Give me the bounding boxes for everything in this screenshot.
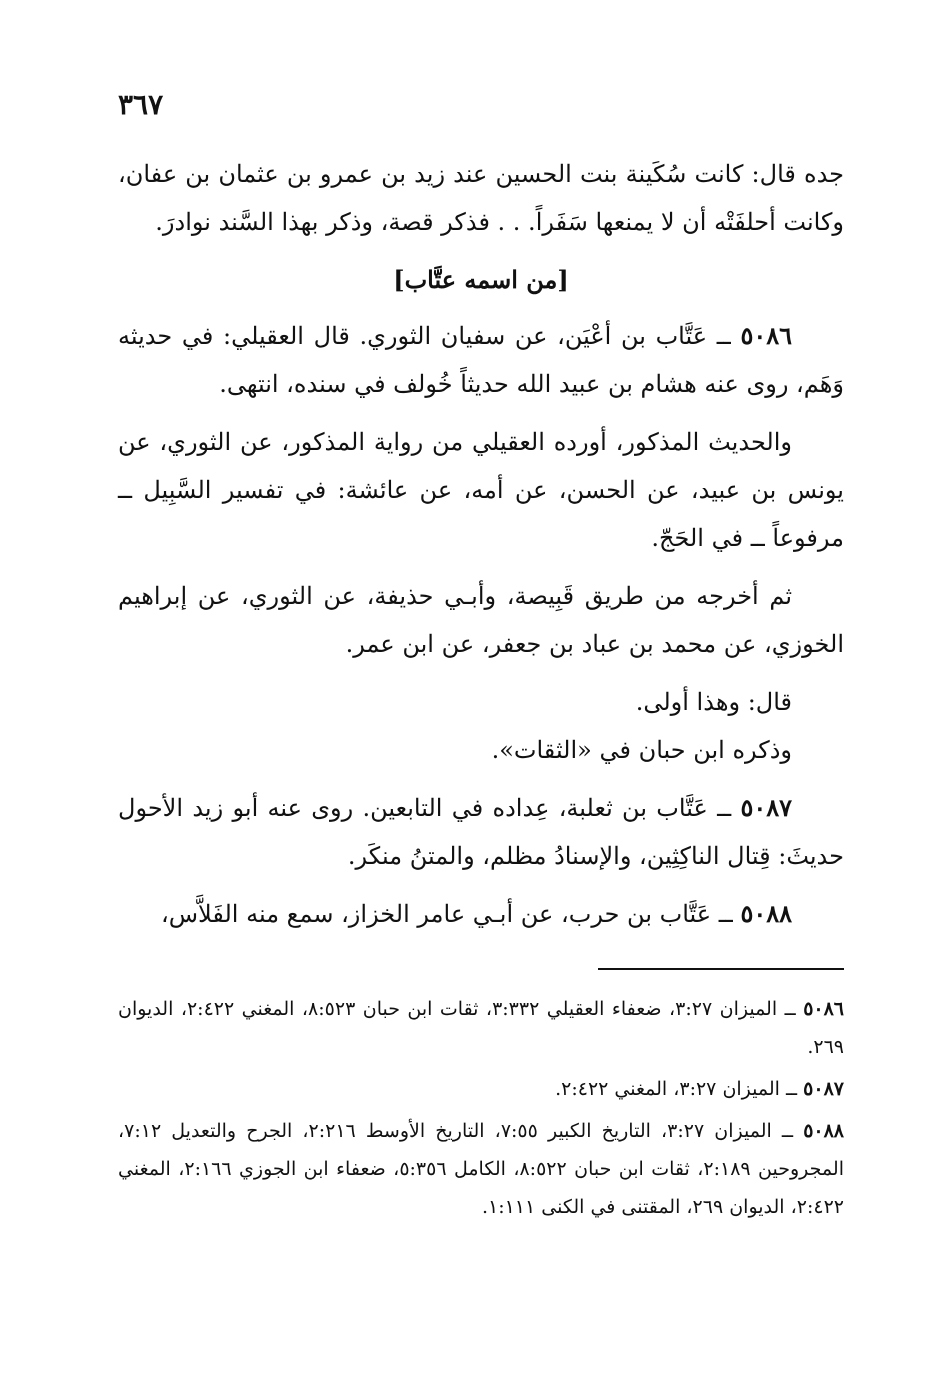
footnote-5087 — [118, 1070, 844, 1108]
paragraph-thiqat: وذكره ابن حبان في «الثقات». — [491, 736, 792, 764]
footnote-divider — [598, 968, 844, 970]
paragraph-intro: جده قال: كانت سُكَينة بنت الحسين عند زيد بن عمرو بن عثمان بن عفان، وكانت أحلفَتْه أن لا يمنعها سَفَراً. . . فذكر قصة، وذكر بهذا السَّند نوادرَ. — [118, 160, 844, 236]
footnote-text: ــ الميزان ٣:٢٧، ضعفاء العقيلي ٣:٣٣٢، ثقات ابن حبان ٨:٥٢٣، المغني ٢:٤٢٢، الديوان ٢٦٩. — [118, 998, 844, 1058]
footnote-5088 — [118, 1112, 844, 1226]
paragraph-takhrij: ثم أخرجه من طريق قَبِيصة، وأبـي حذيفة، عن الثوري، عن إبراهيم الخوزي، عن محمد بن عباد بن جعفر، عن ابن عمر. — [118, 582, 844, 658]
entry-text: ــ عَتَّاب بن أعْيَن، عن سفيان الثوري. قال العقيلي: في حديثه وَهَم، روى عنه هشام بن عبيد الله حديثاً خُولف في سنده، انتهى. — [118, 322, 844, 398]
entry-5087 — [118, 784, 844, 880]
page-number: ٣٦٧ — [118, 88, 164, 121]
entry-text: ــ عَتَّاب بن ثعلبة، عِداده في التابعين. روى عنه أبو زيد الأحول حديثَ: قِتال الناكِثِين، والإسنادُ مظلم، والمتنُ منكَر. — [118, 794, 844, 870]
footnotes — [118, 990, 844, 1230]
entry-text: ــ عَتَّاب بن حرب، عن أبـي عامر الخزاز، سمع منه الفَلاَّس، — [160, 900, 733, 928]
main-text — [118, 150, 844, 948]
footnote-number: ٥٠٨٦ — [803, 998, 845, 1020]
entry-number: ٥٠٨٨ — [740, 899, 792, 928]
footnote-number: ٥٠٨٨ — [803, 1120, 845, 1142]
section-heading: [من اسمه عتَّاب] — [393, 265, 569, 294]
footnote-text: ــ الميزان ٣:٢٧، المغني ٢:٤٢٢. — [555, 1078, 798, 1100]
footnote-5086 — [118, 990, 844, 1066]
paragraph-qala: قال: وهذا أولى. — [635, 688, 792, 716]
footnote-number: ٥٠٨٧ — [803, 1078, 844, 1100]
paragraph-hadith: والحديث المذكور، أورده العقيلي من رواية المذكور، عن الثوري، عن يونس بن عبيد، عن الحسن، عن أمه، عن عائشة: في تفسير السَّبِيل ــ مرفوعاً ــ في الحَجّ. — [118, 428, 844, 552]
entry-5086 — [118, 312, 844, 408]
entry-number: ٥٠٨٦ — [740, 321, 792, 350]
entry-5088 — [118, 890, 844, 938]
footnote-text: ــ الميزان ٣:٢٧، التاريخ الكبير ٧:٥٥، التاريخ الأوسط ٢:٢١٦، الجرح والتعديل ٧:١٢، المجروحين ٢:١٨٩، ثقات ابن حبان ٨:٥٢٢، الكامل ٥:٣٥٦، ضعفاء ابن الجوزي ٢:١٦٦، المغني ٢:٤٢٢، الديوان ٢٦٩، المقتنى في الكنى ١:١١١. — [118, 1120, 844, 1218]
entry-number: ٥٠٨٧ — [740, 793, 793, 822]
